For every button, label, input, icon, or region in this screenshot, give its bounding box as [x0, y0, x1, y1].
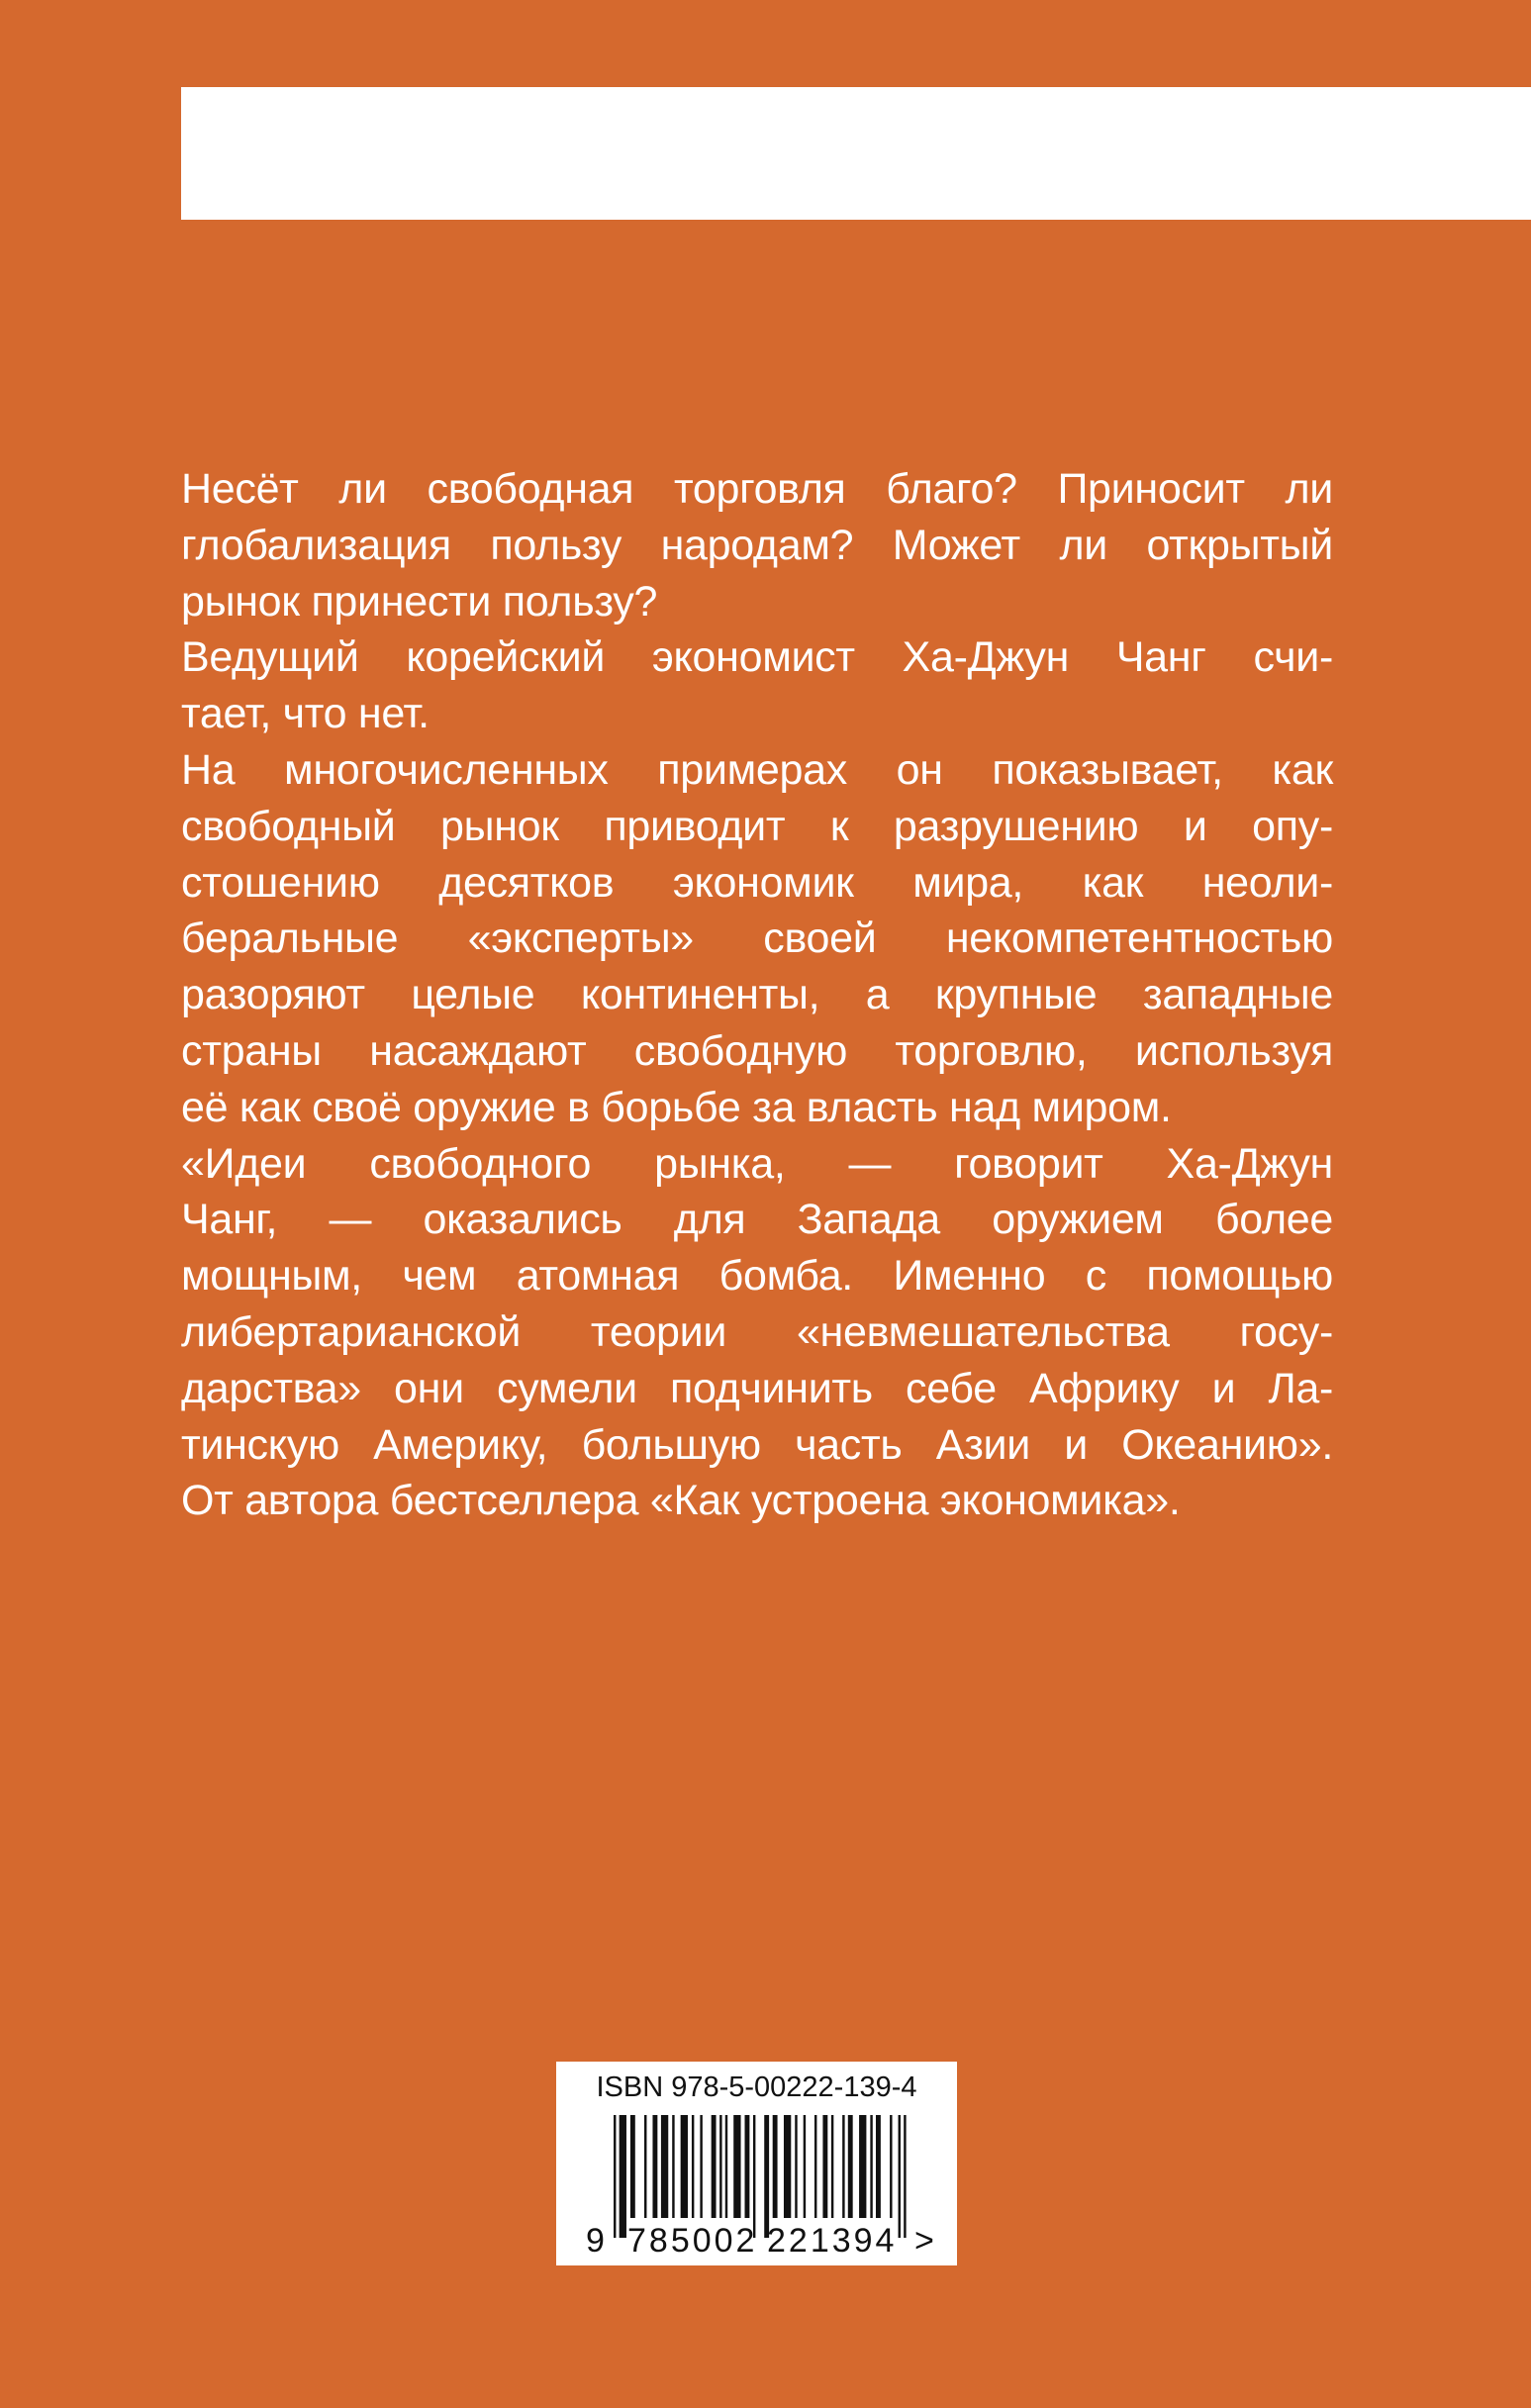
barcode-bar [814, 2115, 816, 2218]
barcode-bar [661, 2115, 668, 2218]
barcode-quiet-mark: > [914, 2222, 937, 2260]
blurb-line: её как своё оружие в борьбе за власть над миром. [181, 1083, 1172, 1131]
barcode-bar [733, 2115, 740, 2218]
title-band [181, 87, 1531, 220]
blurb-line: тает, что нет. [181, 690, 430, 738]
barcode-bars [614, 2115, 907, 2238]
barcode-bar [753, 2115, 755, 2238]
blurb-line: страны насаждают свободную торговлю, используя [181, 1026, 1333, 1075]
barcode-bar [630, 2115, 635, 2218]
barcode-bar [804, 2115, 806, 2218]
isbn-label: ISBN 978-5-00222-139-4 [596, 2071, 917, 2103]
blurb-line: мощным, чем атомная бомба. Именно с помощью [181, 1252, 1333, 1300]
barcode-bar [644, 2115, 646, 2218]
barcode-bar [620, 2115, 626, 2238]
blurb-line: либертарианской теории «невмешательства госу- [181, 1307, 1333, 1356]
blurb-line: беральные «эксперты» своей некомпетентностью [181, 915, 1333, 963]
isbn-barcode [556, 2062, 957, 2265]
barcode-bar [842, 2115, 844, 2218]
blurb-line: Ведущий корейский экономист Ха-Джун Чанг счи- [181, 633, 1333, 682]
barcode-bar [870, 2115, 872, 2218]
blurb-line: рынок принести пользу? [181, 577, 658, 626]
blurb-line: разоряют целые континенты, а крупные западные [181, 971, 1333, 1019]
barcode-bar [672, 2115, 674, 2218]
barcode-bar [700, 2115, 702, 2218]
blurb-line: стошению десятков экономик мира, как неоли- [181, 858, 1333, 907]
barcode-bar [773, 2115, 778, 2218]
barcode-bar [904, 2115, 906, 2238]
barcode-bar [614, 2115, 616, 2238]
barcode-bar [876, 2115, 881, 2218]
barcode-bar [899, 2115, 901, 2238]
barcode-bar [692, 2115, 694, 2218]
blurb-line: свободный рынок приводит к разрушению и опу- [181, 802, 1333, 850]
barcode-bar [784, 2115, 791, 2218]
blurb-line: Чанг, — оказались для Запада оружием более [181, 1196, 1333, 1244]
barcode-bar [652, 2115, 657, 2218]
barcode-first-digit: 9 [586, 2222, 608, 2260]
blurb-line: «Идеи свободного рынка, — говорит Ха-Джун [181, 1139, 1333, 1188]
barcode-bar [859, 2115, 866, 2218]
blurb-line: дарства» они сумели подчинить себе Африку и Ла- [181, 1364, 1333, 1412]
barcode-bar [822, 2115, 827, 2218]
barcode-bar [744, 2115, 749, 2218]
barcode-bar [848, 2115, 853, 2218]
barcode-bar [795, 2115, 797, 2218]
barcode-bar [719, 2115, 721, 2218]
barcode-bar [890, 2115, 892, 2218]
blurb-line: На многочисленных примерах он показывает, как [181, 745, 1333, 794]
barcode-right-digits: 221394 [767, 2222, 898, 2260]
barcode-bar [831, 2115, 833, 2218]
barcode-bar [764, 2115, 769, 2238]
blurb-line: глобализация пользу народам? Может ли открытый [181, 521, 1333, 569]
barcode-bar [725, 2115, 727, 2218]
back-cover-blurb [181, 461, 1333, 1529]
barcode-bar [712, 2115, 717, 2218]
blurb-line: От автора бестселлера «Как устроена экономика». [181, 1477, 1181, 1525]
barcode-bar [681, 2115, 688, 2218]
blurb-line: Несёт ли свободная торговля благо? Приносит ли [181, 465, 1333, 513]
blurb-line: тинскую Америку, большую часть Азии и Океанию». [181, 1420, 1333, 1469]
barcode-left-digits: 785002 [627, 2222, 758, 2260]
